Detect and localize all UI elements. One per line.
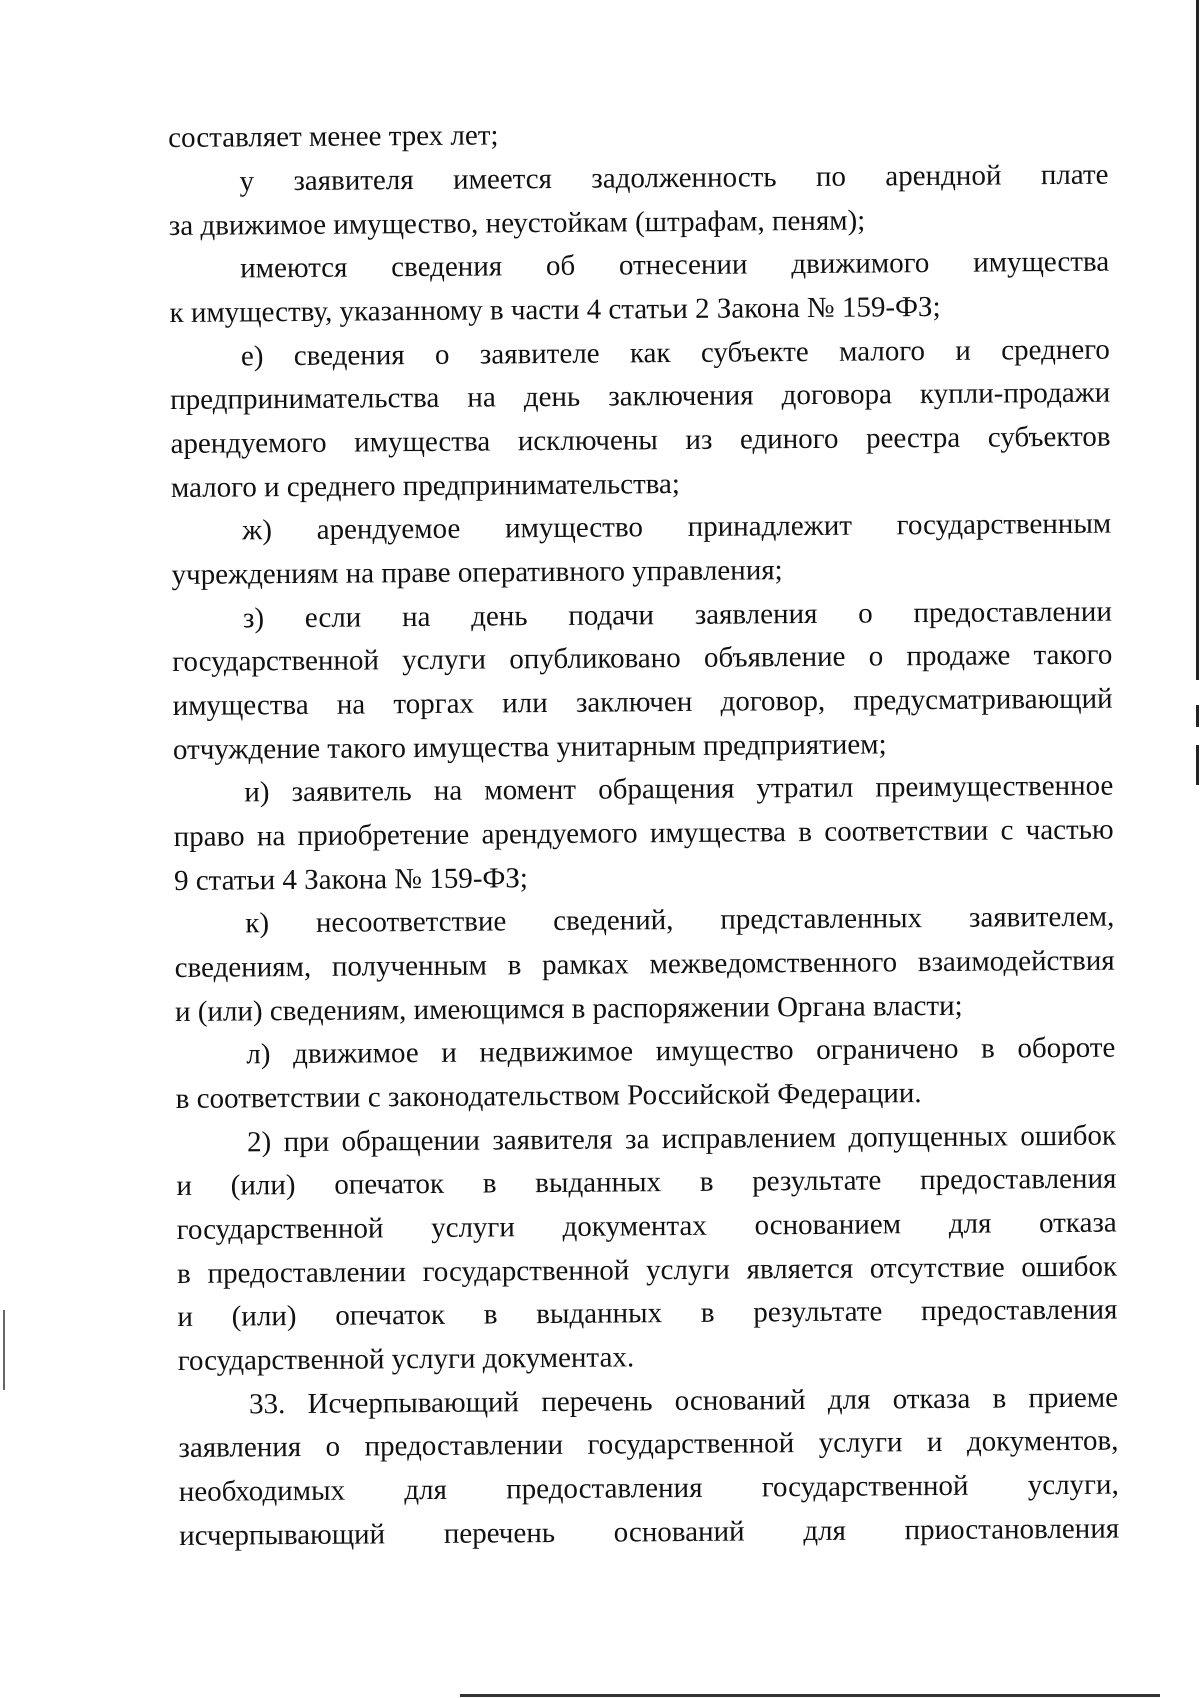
scan-edge-mark xyxy=(1196,0,1199,680)
scan-edge-mark xyxy=(3,1310,5,1390)
text-line: к) несоответствие сведений, представленных заявителем, xyxy=(245,900,1115,940)
text-line: государственной услуги опубликовано объявление о продаже такого xyxy=(172,638,1113,678)
document-body xyxy=(168,111,1120,1552)
text-line: право на приобретение арендуемого имущества в соответствии с частью xyxy=(173,813,1114,853)
text-line: и (или) опечаток в выданных в результате предоставления xyxy=(177,1293,1118,1333)
text-line: государственной услуги документах. xyxy=(177,1341,635,1377)
text-line: исчерпывающий перечень оснований для приостановления xyxy=(179,1512,1120,1552)
text-line: необходимых для предоставления государственной услуги, xyxy=(178,1468,1119,1508)
text-line: к имуществу, указанному в части 4 статьи 2 Закона № 159-ФЗ; xyxy=(169,290,941,329)
text-line: 9 статьи 4 Закона № 159-ФЗ; xyxy=(173,862,529,897)
text-line: з) если на день подачи заявления о предоставлении xyxy=(242,595,1113,635)
text-line: 33. Исчерпывающий перечень оснований для отказа в приеме xyxy=(248,1381,1119,1421)
scan-edge-mark xyxy=(1196,705,1199,727)
text-line: за движимое имущество, неустойкам (штрафам, пеням); xyxy=(168,204,866,242)
text-line: заявления о предоставлении государственной услуги и документов, xyxy=(178,1424,1119,1464)
text-line: ж) арендуемое имущество принадлежит государственным xyxy=(242,507,1112,547)
text-line: е) сведения о заявителе как субъекте малого и среднего xyxy=(240,333,1110,373)
scan-edge-mark xyxy=(1196,745,1199,785)
scan-bottom-edge xyxy=(460,1694,1160,1697)
text-line: составляет менее трех лет; xyxy=(168,119,499,154)
text-line: у заявителя имеется задолженность по арендной плате xyxy=(239,158,1109,198)
text-line: и (или) сведениям, имеющимся в распоряжении Органа власти; xyxy=(174,989,963,1028)
text-line: и (или) опечаток в выданных в результате предоставления xyxy=(176,1162,1117,1202)
text-line: в соответствии с законодательством Российской Федерации. xyxy=(175,1077,922,1115)
text-line: имущества на торгах или заключен договор, предусматривающий xyxy=(172,682,1113,722)
text-line: л) движимое и недвижимое имущество ограничено в обороте xyxy=(246,1031,1116,1071)
text-line: арендуемого имущества исключены из единого реестра субъектов xyxy=(170,420,1111,460)
text-line: учреждениям на праве оперативного управления; xyxy=(171,554,783,591)
text-line: государственной услуги документах основанием для отказа xyxy=(176,1206,1117,1246)
text-line: отчуждение такого имущества унитарным предприятием; xyxy=(172,728,887,766)
text-line: имеются сведения об отнесении движимого имущества xyxy=(240,245,1110,285)
text-line: и) заявитель на момент обращения утратил преимущественное xyxy=(244,769,1114,809)
text-line: в предоставлении государственной услуги является отсутствие ошибок xyxy=(176,1250,1118,1290)
text-line: предпринимательства на день заключения договора купли-продажи xyxy=(170,376,1111,416)
text-line: малого и среднего предпринимательства; xyxy=(170,467,681,504)
text-line: 2) при обращении заявителя за исправлением допущенных ошибок xyxy=(246,1119,1117,1159)
text-line: сведениям, полученным в рамках межведомственного взаимодействия xyxy=(174,944,1115,984)
